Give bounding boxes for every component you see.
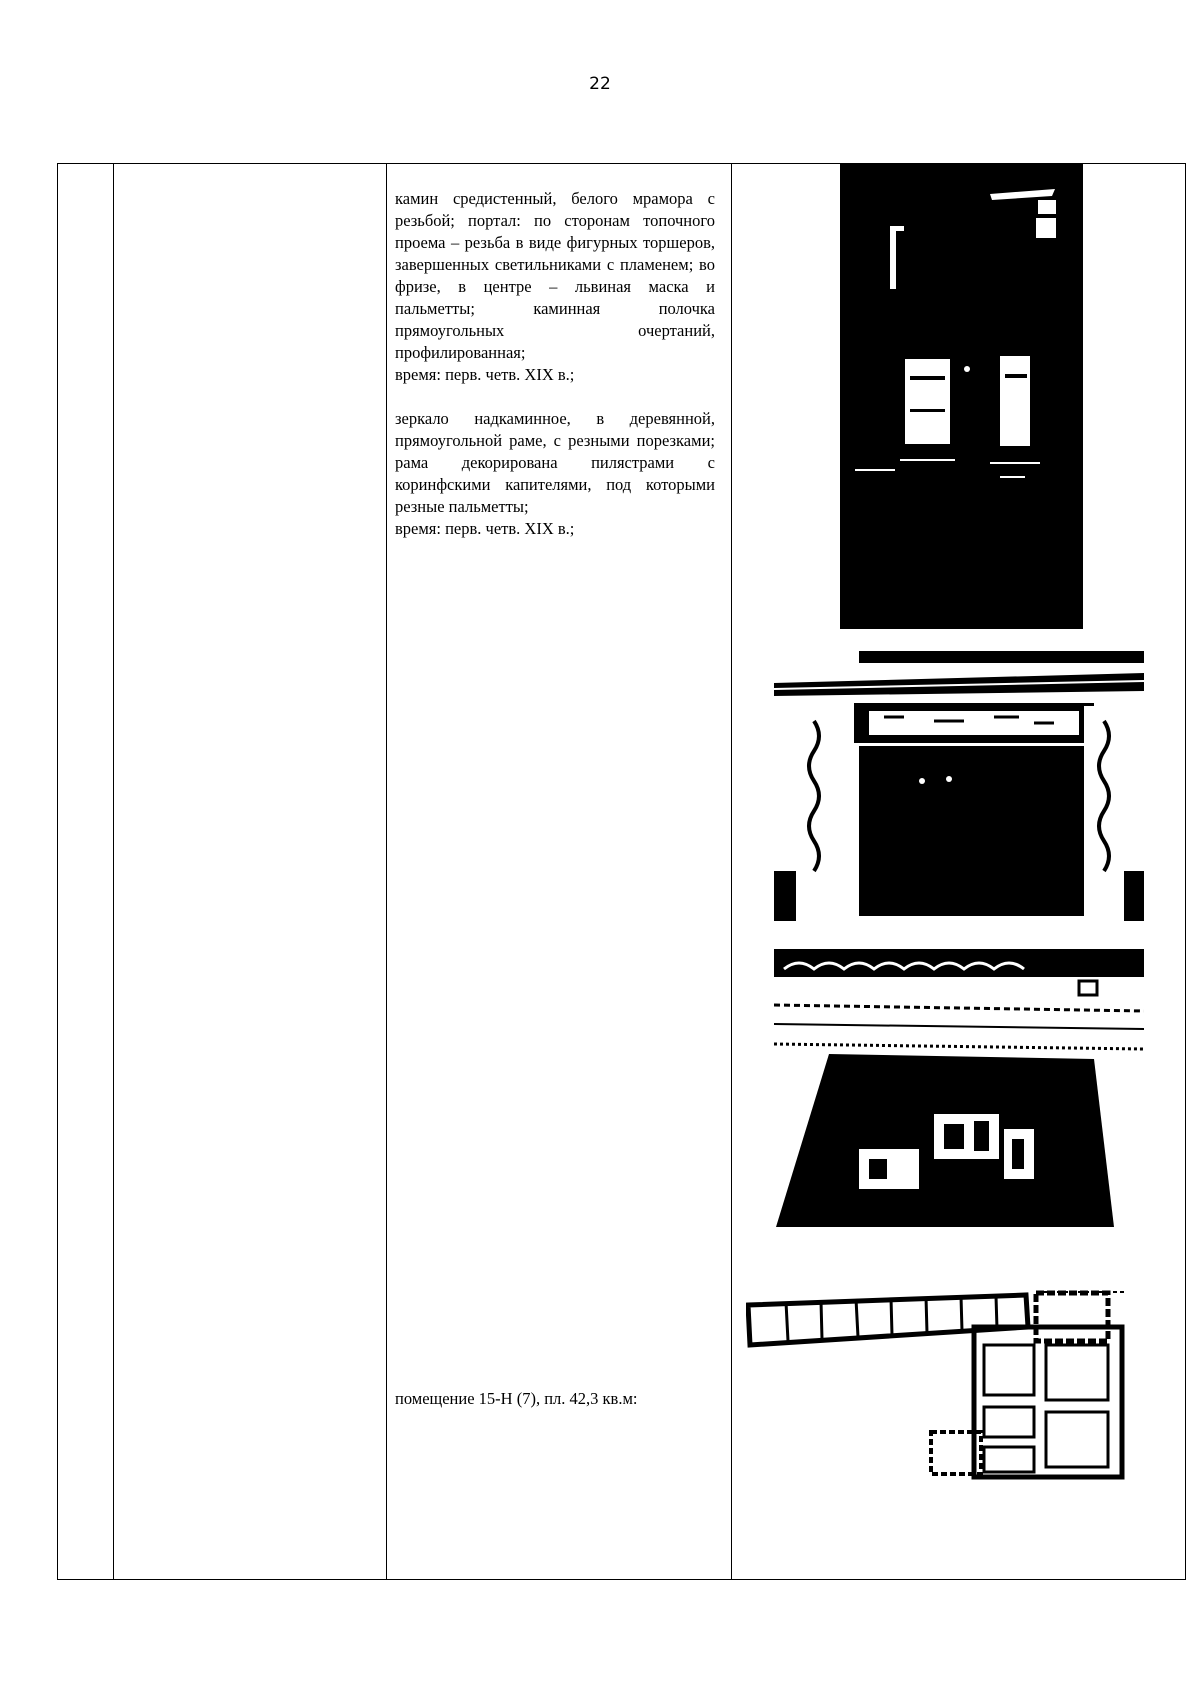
mirror-photo-icon (840, 164, 1083, 629)
column-divider (113, 164, 114, 1579)
fireplace-photo-icon (774, 651, 1144, 921)
description-cell (395, 188, 715, 540)
column-divider (731, 164, 732, 1579)
page-number: 22 (589, 74, 611, 94)
fireplace-detail-photo-icon (774, 949, 1144, 1229)
description-table (57, 163, 1186, 1580)
room-label: помещение 15-Н (7), пл. 42,3 кв.м: (395, 1389, 638, 1408)
floor-plan-icon (746, 1287, 1126, 1519)
column-divider (386, 164, 387, 1579)
fireplace-description: камин средистенный, белого мрамора с резьбой; портал: по сторонам топочного проема – резьба в виде фигурных торшеров, завершенных светильниками с пламенем; во фризе, в центре – львиная маска и пальметты; каминная полочка прямоугольных очертаний, профилированная; (395, 189, 715, 362)
mirror-date: время: перв. четв. XIX в.; (395, 519, 575, 538)
mirror-description: зеркало надкаминное, в деревянной, прямоугольной раме, с резными порезками; рама декорирована пилястрами с коринфскими капителями, под которыми резные пальметты; (395, 409, 715, 516)
fireplace-date: время: перв. четв. XIX в.; (395, 365, 575, 384)
